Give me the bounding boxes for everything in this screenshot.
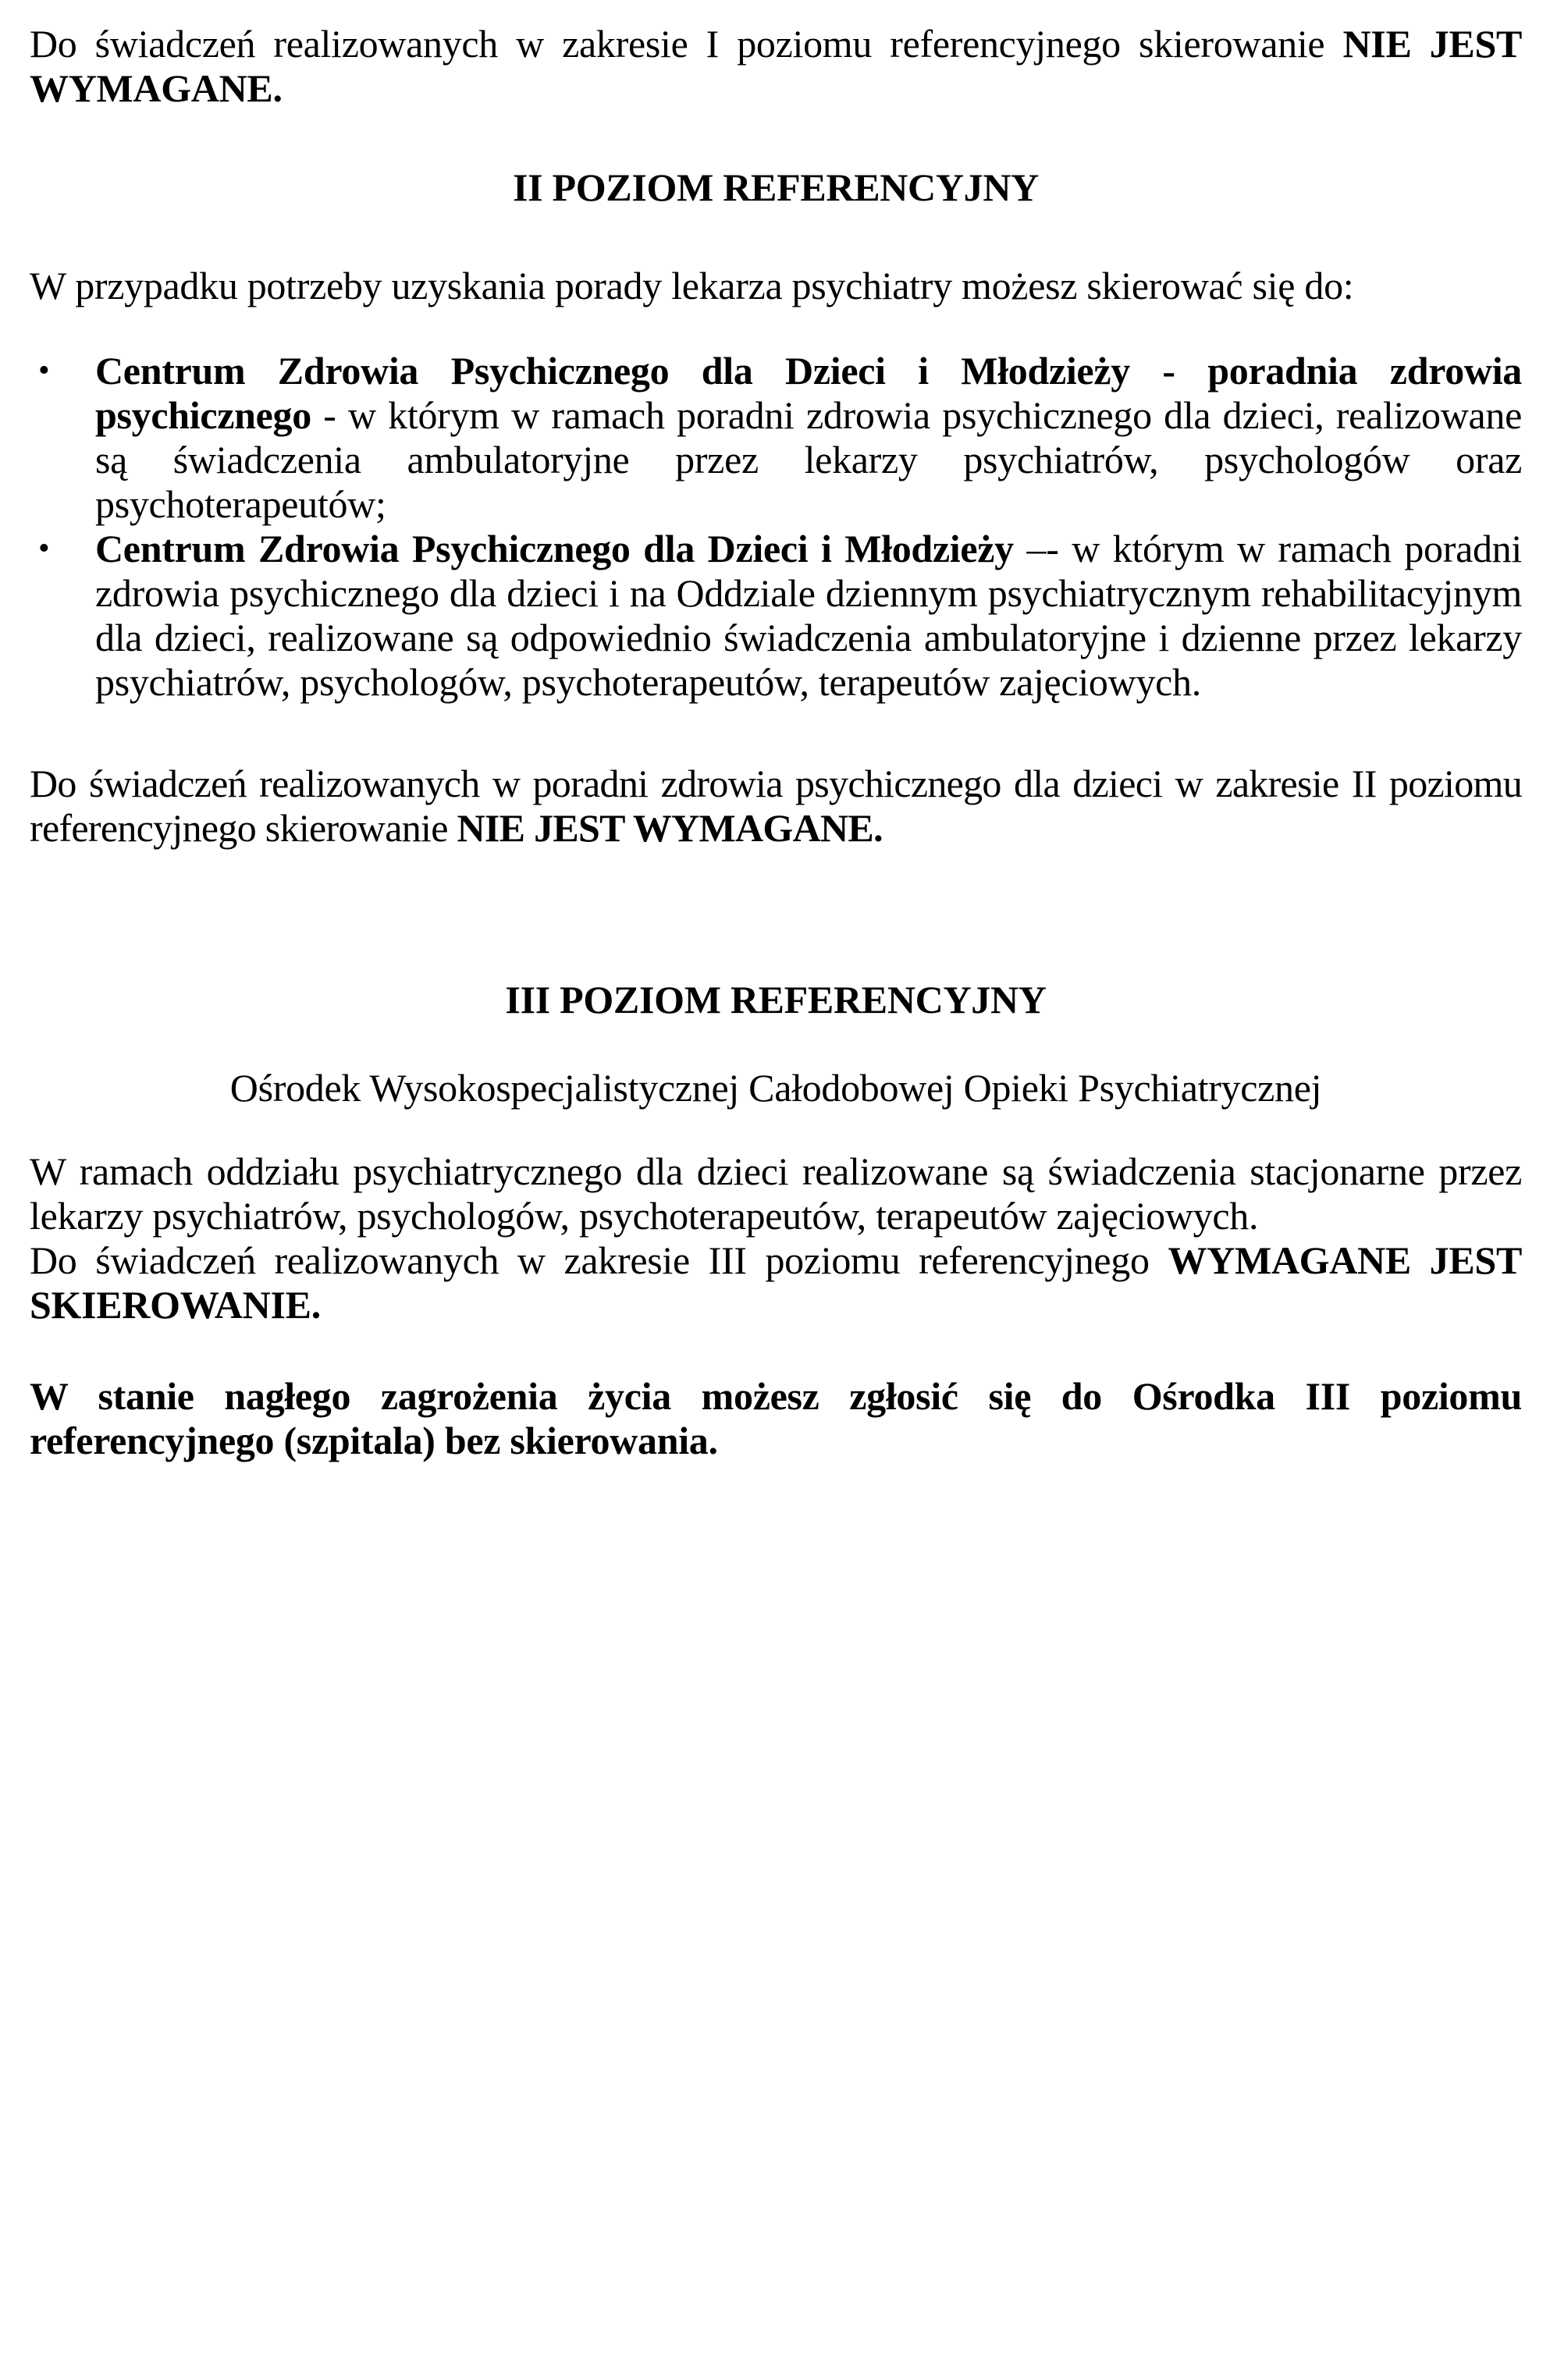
bullet-icon: • (38, 531, 50, 567)
paragraph-level3-text: Do świadczeń realizowanych w zakresie III poziomu referencyjnego (30, 1238, 1168, 1282)
list-item (38, 527, 1522, 705)
list-item (38, 349, 1522, 527)
emphasis-level3-wymagane-jest-skierowanie: WYMAGANE JEST SKIEROWANIE. (30, 1238, 1522, 1327)
emphasis-level1-nie-jest-wymagane: NIE JEST WYMAGANE. (30, 22, 1522, 110)
list-item-bold-lead: Centrum Zdrowia Psychicznego dla Dzieci i Młodzieży - poradnia zdrowia psychicznego (95, 349, 1522, 437)
list-item-text: –- w którym w ramach poradni zdrowia psychicznego dla dzieci i na Oddziale dziennym psychiatrycznym rehabilitacyjnym dla dzieci, realizowane są odpowiednio świadczenia ambulatoryjne i dzienne przez lekarzy psychiatrów, psychologów, psychoterapeutów, terapeutów zajęciowych. (95, 527, 1522, 704)
paragraph-level2-referral (30, 762, 1522, 851)
heading-level2: II POZIOM REFERENCYJNY (513, 165, 1039, 209)
heading-level3: III POZIOM REFERENCYJNY (505, 978, 1047, 1021)
paragraph-level3-referral (30, 1238, 1522, 1327)
paragraph-emergency: W stanie nagłego zagrożenia życia możesz zgłosić się do Ośrodka III poziomu referencyjnego (szpitala) bez skierowania. (30, 1374, 1522, 1462)
paragraph-level3-description: W ramach oddziału psychiatrycznego dla dzieci realizowane są świadczenia stacjonarne przez lekarzy psychiatrów, psychologów, psychoterapeutów, terapeutów zajęciowych. (30, 1149, 1522, 1238)
bullet-icon: • (38, 353, 50, 389)
paragraph-level2-text: Do świadczeń realizowanych w poradni zdrowia psychicznego dla dzieci w zakresie II poziomu referencyjnego skierowanie (30, 762, 1522, 850)
paragraph-level1-text: Do świadczeń realizowanych w zakresie I poziomu referencyjnego skierowanie (30, 22, 1343, 66)
list-item-text: - w którym w ramach poradni zdrowia psychicznego dla dzieci, realizowane są świadczenia ambulatoryjne przez lekarzy psychiatrów, psychologów oraz psychoterapeutów; (95, 393, 1522, 526)
paragraph-level2-intro: W przypadku potrzeby uzyskania porady lekarza psychiatry możesz skierować się do: (30, 264, 1354, 307)
bullet-list (30, 349, 1522, 705)
emphasis-level2-nie-jest-wymagane: NIE JEST WYMAGANE. (457, 806, 883, 850)
list-item-bold-lead: Centrum Zdrowia Psychicznego dla Dzieci i Młodzieży (95, 527, 1014, 570)
subtitle-osrodek: Ośrodek Wysokospecjalistycznej Całodobowej Opieki Psychiatrycznej (229, 1066, 1322, 1110)
paragraph-level1-referral (30, 22, 1522, 111)
